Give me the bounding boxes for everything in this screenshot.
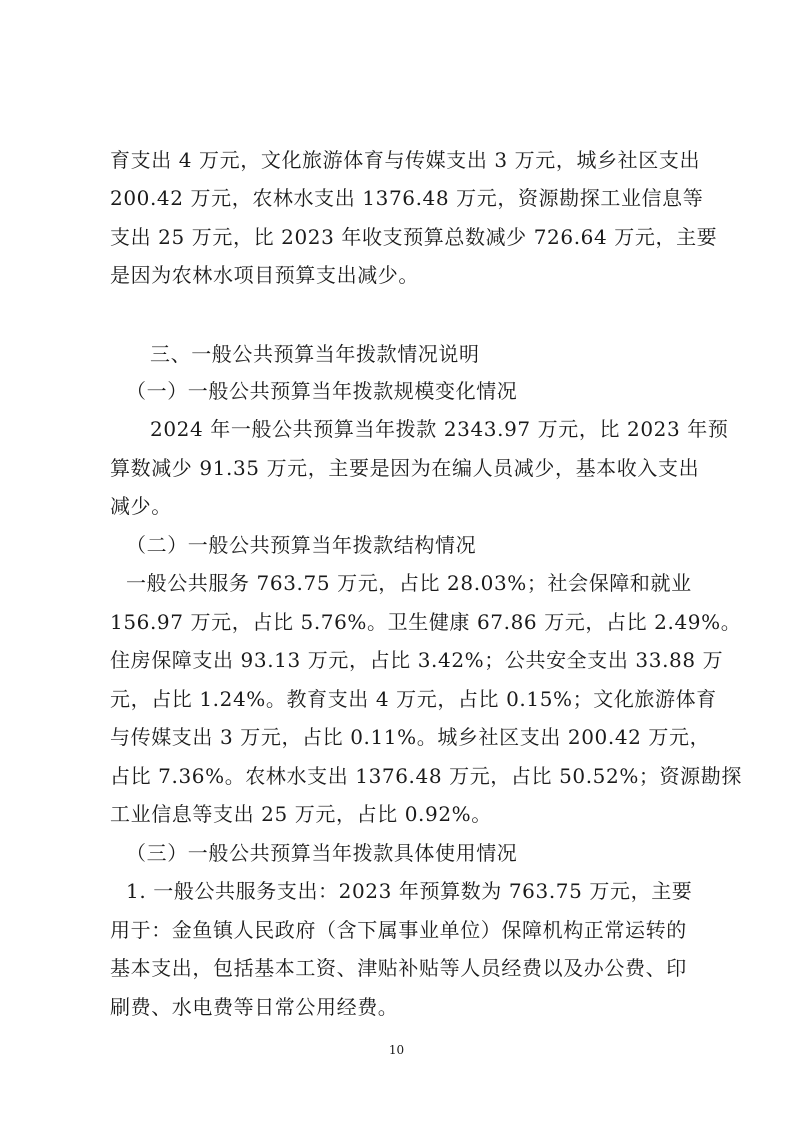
paragraph-line: 用于：金鱼镇人民政府（含下属事业单位）保障机构正常运转的: [110, 918, 687, 942]
paragraph-line: 2024 年一般公共预算当年拨款 2343.97 万元，比 2023 年预: [150, 417, 729, 441]
paragraph-line: 156.97 万元，占比 5.76%。卫生健康 67.86 万元，占比 2.49%。: [110, 610, 742, 634]
paragraph-line: 是因为农林水项目预算支出减少。: [110, 263, 419, 287]
paragraph-line: 减少。: [110, 494, 172, 518]
paragraph-line: 育支出 4 万元，文化旅游体育与传媒支出 3 万元，城乡社区支出: [110, 148, 701, 172]
paragraph-line: 1. 一般公共服务支出：2023 年预算数为 763.75 万元，主要: [126, 879, 693, 903]
paragraph-line: 算数减少 91.35 万元，主要是因为在编人员减少，基本收入支出: [110, 456, 700, 480]
paragraph-line: 支出 25 万元，比 2023 年收支预算总数减少 726.64 万元，主要: [110, 225, 718, 249]
paragraph-line: 基本支出，包括基本工资、津贴补贴等人员经费以及办公费、印: [110, 956, 687, 980]
paragraph-line: 住房保障支出 93.13 万元，占比 3.42%；公共安全支出 33.88 万: [110, 648, 724, 672]
paragraph-line: 工业信息等支出 25 万元，占比 0.92%。: [110, 802, 492, 826]
subsection-heading: （三）一般公共预算当年拨款具体使用情况: [126, 841, 518, 865]
paragraph-line: 200.42 万元，农林水支出 1376.48 万元，资源勘探工业信息等: [110, 186, 704, 210]
paragraph-line: 与传媒支出 3 万元，占比 0.11%。城乡社区支出 200.42 万元，: [110, 725, 711, 749]
subsection-heading: （二）一般公共预算当年拨款结构情况: [126, 533, 477, 557]
section-heading: 三、一般公共预算当年拨款情况说明: [150, 342, 480, 366]
paragraph-line: 元，占比 1.24%。教育支出 4 万元，占比 0.15%；文化旅游体育: [110, 687, 717, 711]
subsection-heading: （一）一般公共预算当年拨款规模变化情况: [126, 379, 518, 403]
paragraph-line: 占比 7.36%。农林水支出 1376.48 万元，占比 50.52%；资源勘探: [110, 764, 742, 788]
paragraph-line: 刷费、水电费等日常公用经费。: [110, 995, 399, 1019]
page-number: 10: [388, 1043, 405, 1057]
paragraph-line: 一般公共服务 763.75 万元，占比 28.03%；社会保障和就业: [126, 571, 692, 595]
